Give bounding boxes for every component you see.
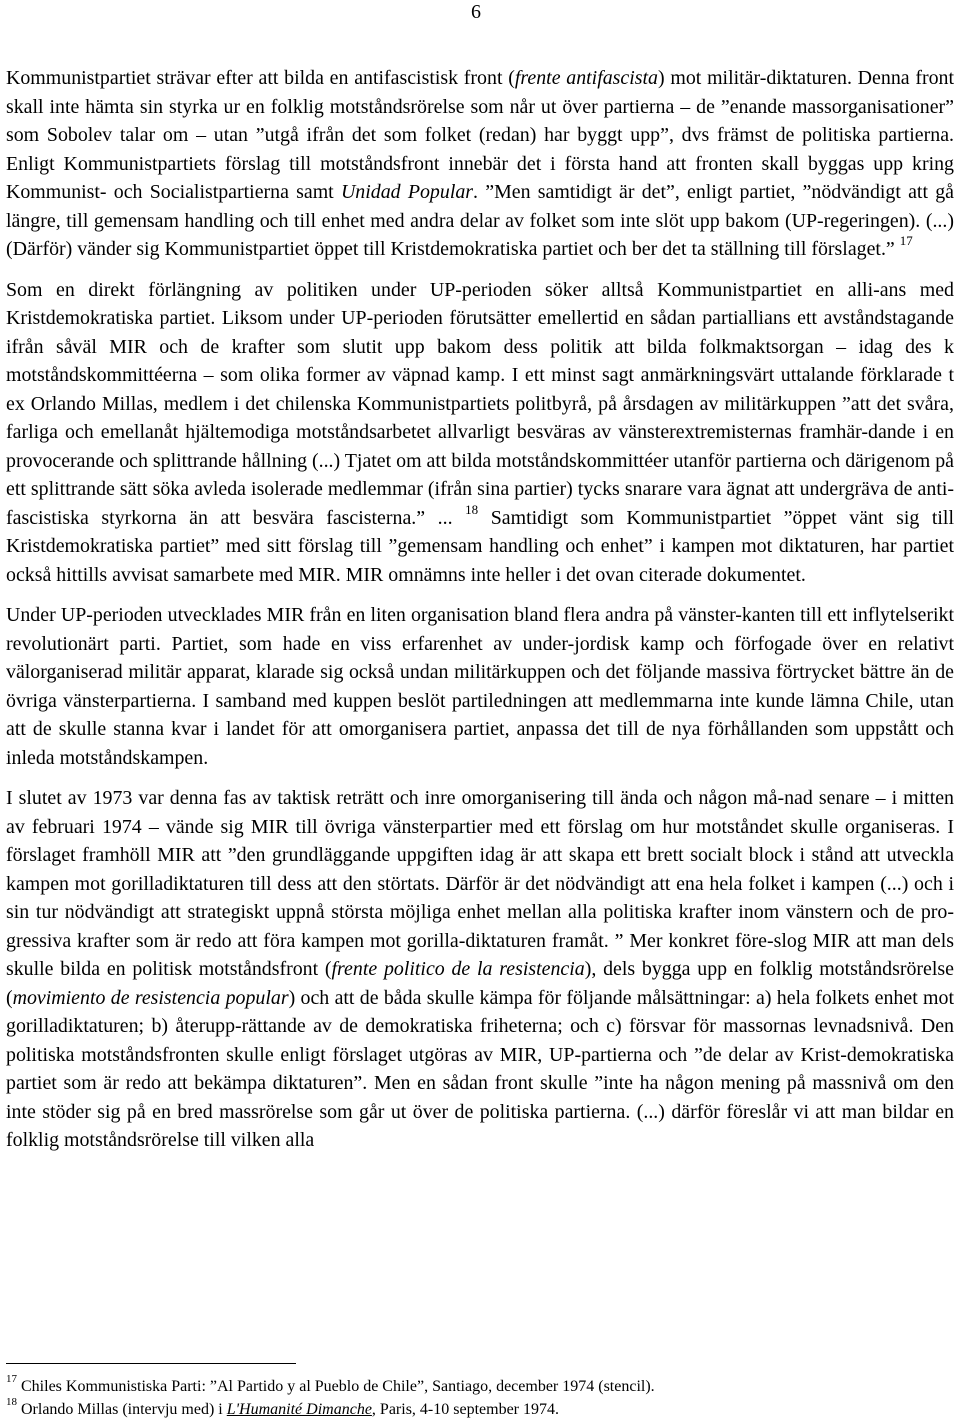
footnote-number: 18: [6, 1395, 17, 1408]
italic-text: Unidad Popular: [340, 181, 474, 203]
text-run: , Paris, 4-10 september 1974.: [371, 1401, 559, 1418]
text-run: I slutet av 1973 var denna fas av taktisk reträtt och inre omorganisering till ända och någon må-nad senare – i mitten av februari 1974 – vände sig MIR till övriga vänsterpartier med ett förslag om hur motståndet skulle organiseras. I förslaget framhöll MIR att ”den grundläggande uppgiften idag är att skapa ett brett socialt block i stånd att utveckla kampen mot gorilladiktaturen till dess att den störtats. Därför är det nödvändigt att ena hela folket i kampen (...) och i sin tur nödvändigt att strategiskt uppnå största möjliga enhet mellan alla politiska krafter inom vänstern och de pro-gressiva krafter som är redo att föra kampen mot gorilla-diktaturen framåt. ” Mer konkret före-slog MIR att man dels skulle bilda en politisk motståndsfront (: [6, 787, 954, 980]
page-number: 6: [471, 1, 481, 23]
text-run: Som en direkt förlängning av politiken under UP-perioden söker alltså Kommunistpartiet en alli-ans med Kristdemokratiska partiet. Liksom under UP-perioden förutsätter emellertid en sådan partiallians ett avståndstagande ifrån såväl MIR och de krafter som slutit upp bakom dess politik att bilda folkmaktsorgan – idag des k motståndskommittéerna – som olika former av väpnad kamp. I ett minst sagt anmärkningsvärt uttalande förklarade t ex Orlando Millas, medlem i det chilenska Kommunistpartiets politbyrå, på årsdagen av militärkuppen ”att det svåra, farliga och emellanåt hjältemodiga motståndsarbetet allvarligt besväras av vänsterextremisternas framhär-dande i en provocerande och splittrande hållning (...) Tjatet om att bilda motståndskommittéer utanför partierna och därigenom på ett splittrande sätt söka avleda isolerade medlemmar (ifrån sina partier) tycks snarare vara ägnat att undergräva de anti-fascistiska styrkorna än att besvära fascisterna.” ...: [6, 278, 955, 529]
paragraph-1: [6, 64, 954, 264]
paragraph-2: [6, 276, 954, 590]
footnote-18: [6, 1395, 954, 1421]
text-run: Kommunistpartiet strävar efter att bilda en antifascistisk front (: [6, 67, 515, 89]
text-run: Chiles Kommunistiska Parti: ”Al Partido y al Pueblo de Chile”, Santiago, december 1974 (stencil).: [21, 1378, 655, 1395]
footnote-ref: 18: [465, 501, 479, 517]
footnote-17: [6, 1372, 954, 1398]
italic-text: movimiento de resistencia popular: [12, 986, 289, 1009]
text-run: ), dels bygga upp en folklig motståndsrörelse (: [6, 958, 954, 1009]
text-run: ) och att de båda skulle kämpa för följande målsättningar: a) hela folkets enhet mot gorilladiktaturen; b) återupp-rättande av de demokratiska friheterna; och c) försvar för massornas levnadsnivå. Den politiska motståndsfronten skulle enligt förslaget utgöras av MIR, UP-partierna och ”de delar av Krist-demokratiska partiet som är redo att bekämpa diktaturen”. Men en sådan front skulle ”inte ha någon mening på massnivå om den inte stöder sig på en bred massrörelse som går ut över de politiska partierna. (...) därför föreslår vi att man bildar en folklig motståndsrörelse till vilken alla: [6, 986, 954, 1151]
footnotes: [6, 1372, 954, 1421]
footnote-ref: 17: [899, 233, 913, 249]
italic-text: L'Humanité Dimanche: [226, 1401, 372, 1418]
paragraph-4: [6, 784, 954, 1155]
text-run: ) mot militär-diktaturen. Denna front skall inte hämta sin styrka ur en folklig motståndsrörelse som når ut över partierna – de ”enande massorganisationer” som Sobolev talar om – utan ”utgå ifrån det som folket (redan) har byggt upp”, dvs främst de politiska partierna. Enligt Kommunistpartiets förslag till motståndsfront innebär det i första hand att fronten skall byggas upp kring Kommunist- och Socialistpartierna samt: [6, 67, 955, 203]
text-run: . ”Men samtidigt är det”, enligt partiet, ”nödvändigt att gå längre, till gemensam handling och till enhet med andra delar av folket som inte slöt upp bakom (UP-regeringen). (...) (Därför) vänder sig Kommunistpartiet öppet till Kristdemokratiska partiet och ber det ta ställning till förslaget.”: [6, 181, 954, 260]
text-run: Under UP-perioden utvecklades MIR från en liten organisation bland flera andra på vänster-kanten till ett inflytelserikt revolutionärt parti. Partiet, som hade en viss erfarenhet av under-jordisk kamp och förfogade över en relativt välorganiserad militär apparat, klarade sig också undan militärkuppen och det följande massiva förtrycket bättre än de övriga vänsterpartierna. I samband med kuppen beslöt partiledningen att medlemmarna inte kunde lämna Chile, utan att de skulle stanna kvar i landet för att omorganisera partiet, anpassa det till de nya förhållanden som uppstått och inleda motståndskampen.: [6, 604, 954, 769]
text-run: Samtidigt som Kommunistpartiet ”öppet vänt sig till Kristdemokratiska partiet” med sitt förslag till ”gemensam handling och enhet” i kampen mot diktaturen, har partiet också hittills avvisat samarbete med MIR. MIR omnämns inte heller i det ovan citerade dokumentet.: [6, 506, 954, 586]
italic-text: frente politico de la resistencia: [331, 958, 585, 980]
footnote-divider: [6, 1363, 296, 1364]
body-text: [6, 64, 954, 1155]
footnote-number: 17: [6, 1372, 17, 1385]
paragraph-3: [6, 601, 954, 772]
text-run: Orlando Millas (intervju med) i: [21, 1401, 227, 1418]
italic-text: frente antifascista: [514, 67, 658, 89]
